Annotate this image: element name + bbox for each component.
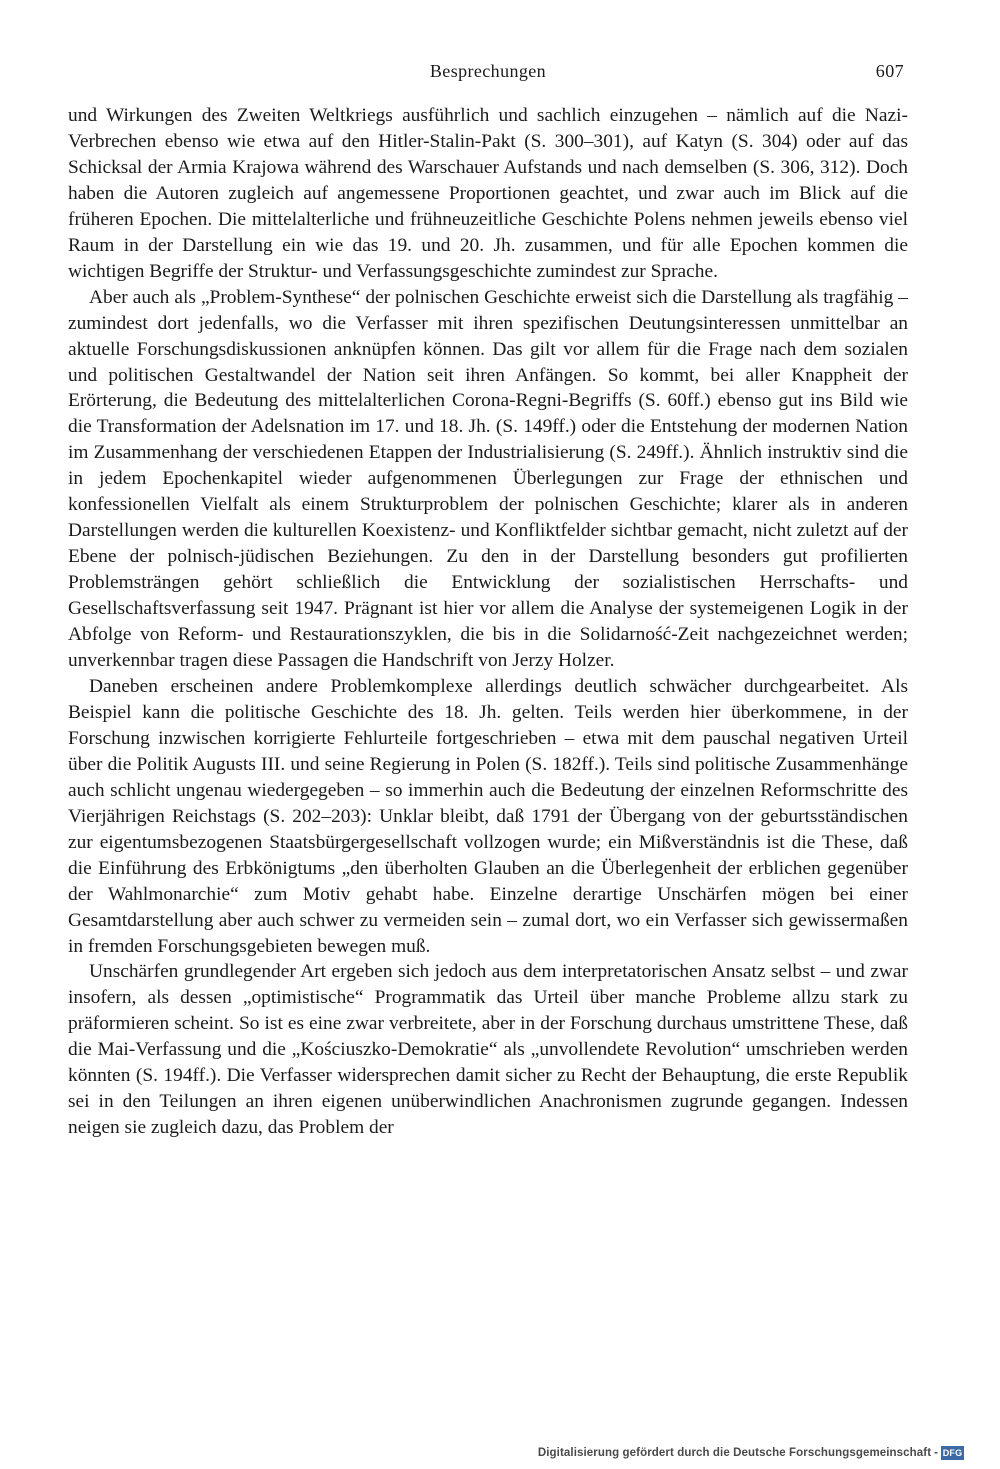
body-text bbox=[68, 103, 908, 1141]
journal-page bbox=[68, 55, 908, 1395]
running-head bbox=[68, 55, 908, 91]
paragraph-3: Daneben erscheinen andere Problemkomplexe allerdings deutlich schwächer durchgearbeitet. Als Beispiel kann die politische Geschichte des 18. Jh. gelten. Teils werden hier überkommene, in der Forschung inzwischen korrigierte Fehlurteile fortgeschrieben – etwa mit dem pauschal negativen Urteil über die Politik Augusts III. und seine Regierung in Polen (S. 182ff.). Teils sind politische Zusammenhänge auch schlicht ungenau wiedergegeben – so immerhin auch die Bedeutung der einzelnen Reformschritte des Vierjährigen Reichstags (S. 202–203): Unklar bleibt, daß 1791 der Übergang von der geburtsständischen zur eigentumsbezogenen Staatsbürgergesellschaft vollzogen wurde; ein Mißverständnis ist die These, daß die Einführung des Erbkönigtums „den überholten Glauben an die Überlegenheit der erblichen gegenüber der Wahlmonarchie“ zum Motiv gehabt habe. Einzelne derartige Unschärfen mögen bei einer Gesamtdarstellung aber auch schwer zu vermeiden sein – zumal dort, wo ein Verfasser sich gewissermaßen in fremden Forschungsgebieten bewegen muß. bbox=[68, 675, 908, 957]
page-number: 607 bbox=[875, 61, 904, 81]
paragraph-1: und Wirkungen des Zweiten Weltkriegs ausführlich und sachlich einzugehen – nämlich auf die Nazi-Verbrechen ebenso wie etwa auf den Hitler-Stalin-Pakt (S. 300–301), auf Katyn (S. 304) oder auf das Schicksal der Armia Krajowa während des Warschauer Aufstands und nach demselben (S. 306, 312). Doch haben die Autoren zugleich auf angemessene Proportionen geachtet, und zwar auch im Blick auf die früheren Epochen. Die mittelalterliche und frühneuzeitliche Geschichte Polens nehmen jeweils ebenso viel Raum in der Darstellung ein wie das 19. und 20. Jh. zusammen, und für alle Epochen kommen die wichtigen Begriffe der Struktur- und Verfassungsgeschichte zumindest zur Sprache. bbox=[68, 105, 908, 282]
digitization-footer bbox=[538, 1444, 964, 1462]
paragraph-4: Unschärfen grundlegender Art ergeben sich jedoch aus dem interpretatorischen Ansatz selbst – und zwar insofern, als dessen „optimistische“ Programmatik das Urteil über manche Probleme allzu stark zu präformieren scheint. So ist es eine zwar verbreitete, aber in der Forschung durchaus umstrittene These, daß die Mai-Verfassung und die „Kościuszko-Demokratie“ als „unvollendete Revolution“ umschrieben werden könnten (S. 194ff.). Die Verfasser widersprechen damit sicher zu Recht der Behauptung, die erste Republik sei in den Teilungen an ihren eigenen unüberwindlichen Anachronismen zugrunde gegangen. Indessen neigen sie zugleich dazu, das Problem der bbox=[68, 961, 908, 1139]
running-title: Besprechungen bbox=[429, 61, 547, 81]
paragraph-2: Aber auch als „Problem-Synthese“ der polnischen Geschichte erweist sich die Darstellung als tragfähig – zumindest dort jedenfalls, wo die Verfasser mit ihren spezifischen Deutungsinteressen unmittelbar an aktuelle Forschungsdiskussionen anknüpfen können. Das gilt vor allem für die Frage nach dem sozialen und politischen Gestaltwandel der Nation seit ihren Anfängen. So kommt, bei aller Knappheit der Erörterung, die Bedeutung des mittelalterlichen Corona-Regni-Begriffs (S. 60ff.) ebenso gut ins Bild wie die Transformation der Adelsnation im 17. und 18. Jh. (S. 149ff.) oder die Entstehung der modernen Nation im Zusammenhang der verschiedenen Etappen der Industrialisierung (S. 249ff.). Ähnlich instruktiv sind die in jedem Epochenkapitel wieder aufgenommenen Überlegungen zur Frage der ethnischen und konfessionellen Vielfalt als einem Strukturproblem der polnischen Geschichte; klarer als in anderen Darstellungen werden die kulturellen Koexistenz- und Konfliktfelder sichtbar gemacht, nicht zuletzt auf der Ebene der polnisch-jüdischen Beziehungen. Zu den in der Darstellung besonders gut profilierten Problemsträngen gehört schließlich die Entwicklung der sozialistischen Herrschafts- und Gesellschaftsverfassung seit 1947. Prägnant ist hier vor allem die Analyse der systemeigenen Logik in der Abfolge von Reform- und Restaurationszyklen, die bis in die Solidarność-Zeit nachgezeichnet werden; unverkennbar tragen diese Passagen die Handschrift von Jerzy Holzer. bbox=[68, 286, 908, 672]
funding-credit: Digitalisierung gefördert durch die Deutsche Forschungsgemeinschaft bbox=[537, 1447, 932, 1459]
dfg-logo-icon: DFG bbox=[942, 1448, 963, 1458]
footer-separator: - bbox=[934, 1447, 938, 1459]
